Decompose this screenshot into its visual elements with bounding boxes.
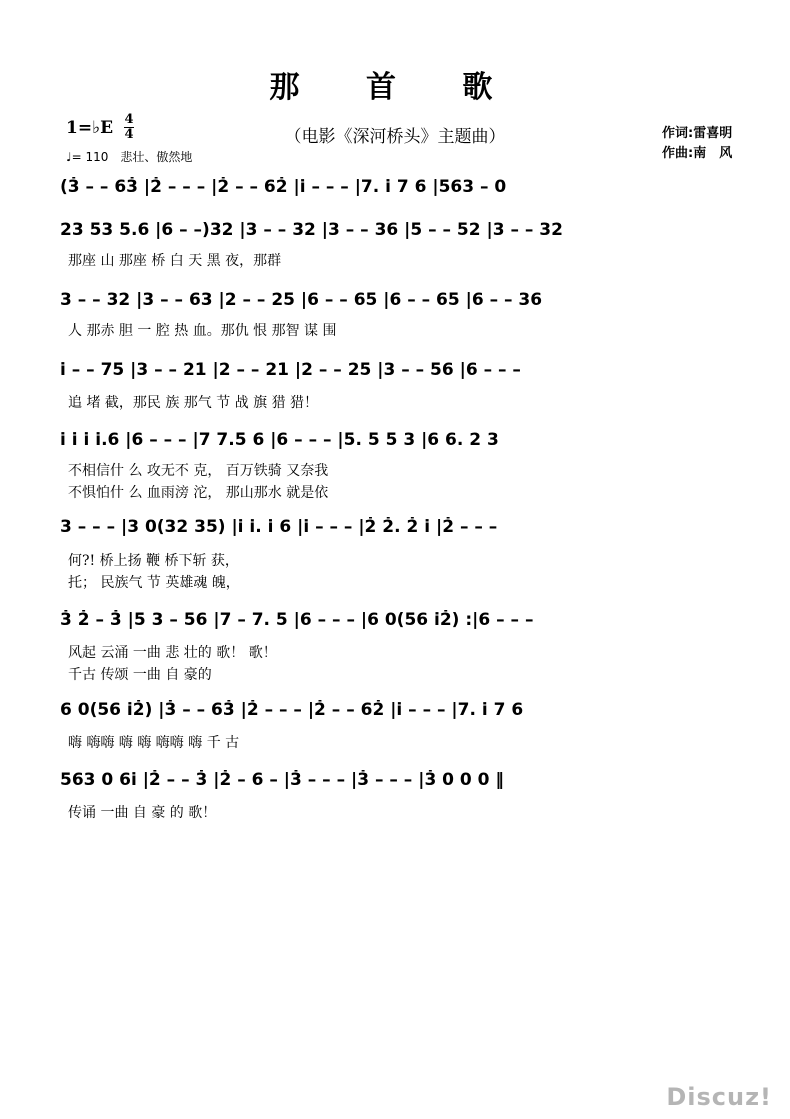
lyric-row-8: 嗨 嗨嗨 嗨 嗨 嗨嗨 嗨 千 古: [68, 735, 240, 751]
lyric-row-4: 追 堵 截，那民 族 那气 节 战 旗 猎 猎！: [68, 395, 319, 411]
lyric-row-3: 人 那赤 胆 一 腔 热 血。那仇 恨 那智 谋 围: [68, 323, 337, 339]
lyric-row-2: 那座 山 那座 桥 白 天 黑 夜，那群: [68, 253, 282, 269]
song-subtitle: （电影《深河桥头》主题曲）: [284, 127, 506, 147]
score-row-4: i̇ – – 75 |3 – – 21 |2 – – 21 |2 – – 25 |3 – – 56 |6 – – –: [60, 360, 521, 380]
score-row-3: 3 – – 32 |3 – – 63 |2 – – 25 |6 – – 65 |6 – – 65 |6 – – 36: [60, 290, 543, 310]
key-signature: 1=♭E: [66, 118, 114, 138]
time-signature-bottom: 4: [124, 127, 134, 142]
lyric-row-7b: 千古 传颂 一曲 自 豪的: [68, 667, 212, 683]
lyricist-credit: 作词:雷喜明: [662, 126, 733, 141]
score-row-5: i̇ i̇ i̇ i̇.6 |6 – – – |7 7.5 6 |6 – – – |5. 5 5 3 |6 6. 2 3: [60, 430, 499, 450]
song-title: 那 首 歌: [269, 70, 521, 105]
lyric-row-9: 传诵 一曲 自 豪 的 歌！: [68, 805, 217, 821]
lyric-row-6a: 何?! 桥上扬 鞭 桥下斩 获，: [68, 553, 239, 569]
time-signature-top: 4: [124, 112, 134, 127]
lyric-row-6b: 托； 民族气 节 英雄魂 魄，: [68, 575, 240, 591]
lyric-row-5b: 不惧怕什 么 血雨滂 沱， 那山那水 就是依: [68, 485, 329, 501]
composer-credit: 作曲:南 风: [662, 146, 733, 161]
time-signature: [124, 113, 134, 142]
score-row-1: (3̇ – – 63̇ |2̇ – – – |2̇ – – 62̇ |i̇ – – – |7. i̇ 7 6 |563 – 0: [60, 177, 507, 197]
score-row-6: 3 – – – |3 0(32 35) |i̇ i̇. i̇ 6 |i̇ – – – |2̇ 2̇. 2̇ i̇ |2̇ – – –: [60, 517, 498, 537]
tempo-marking: ♩= 110 悲壮、傲然地: [66, 150, 193, 164]
score-row-9: 563 0 6i̇ |2̇ – – 3̇ |2̇ – 6 – |3̇ – – – |3̇ – – – |3̇ 0 0 0 ‖: [60, 770, 504, 790]
score-row-7: 3̇ 2̇ – 3̇ |5 3 – 56 |7 – 7. 5 |6 – – – |6 0(56 i̇2̇) :|6 – – –: [60, 610, 534, 630]
discuz-watermark: Discuz!: [666, 1083, 772, 1111]
lyric-row-7a: 风起 云涌 一曲 悲 壮的 歌！ 歌！: [68, 645, 277, 661]
lyric-row-5a: 不相信什 么 攻无不 克， 百万铁骑 又奈我: [68, 463, 329, 479]
score-row-2: 23 53 5.6 |6 – –)32 |3 – – 32 |3 – – 36 |5 – – 52 |3 – – 32: [60, 220, 563, 240]
score-row-8: 6 0(56 i̇2̇) |3̇ – – 63̇ |2̇ – – – |2̇ – – 62̇ |i̇ – – – |7. i̇ 7 6: [60, 700, 524, 720]
